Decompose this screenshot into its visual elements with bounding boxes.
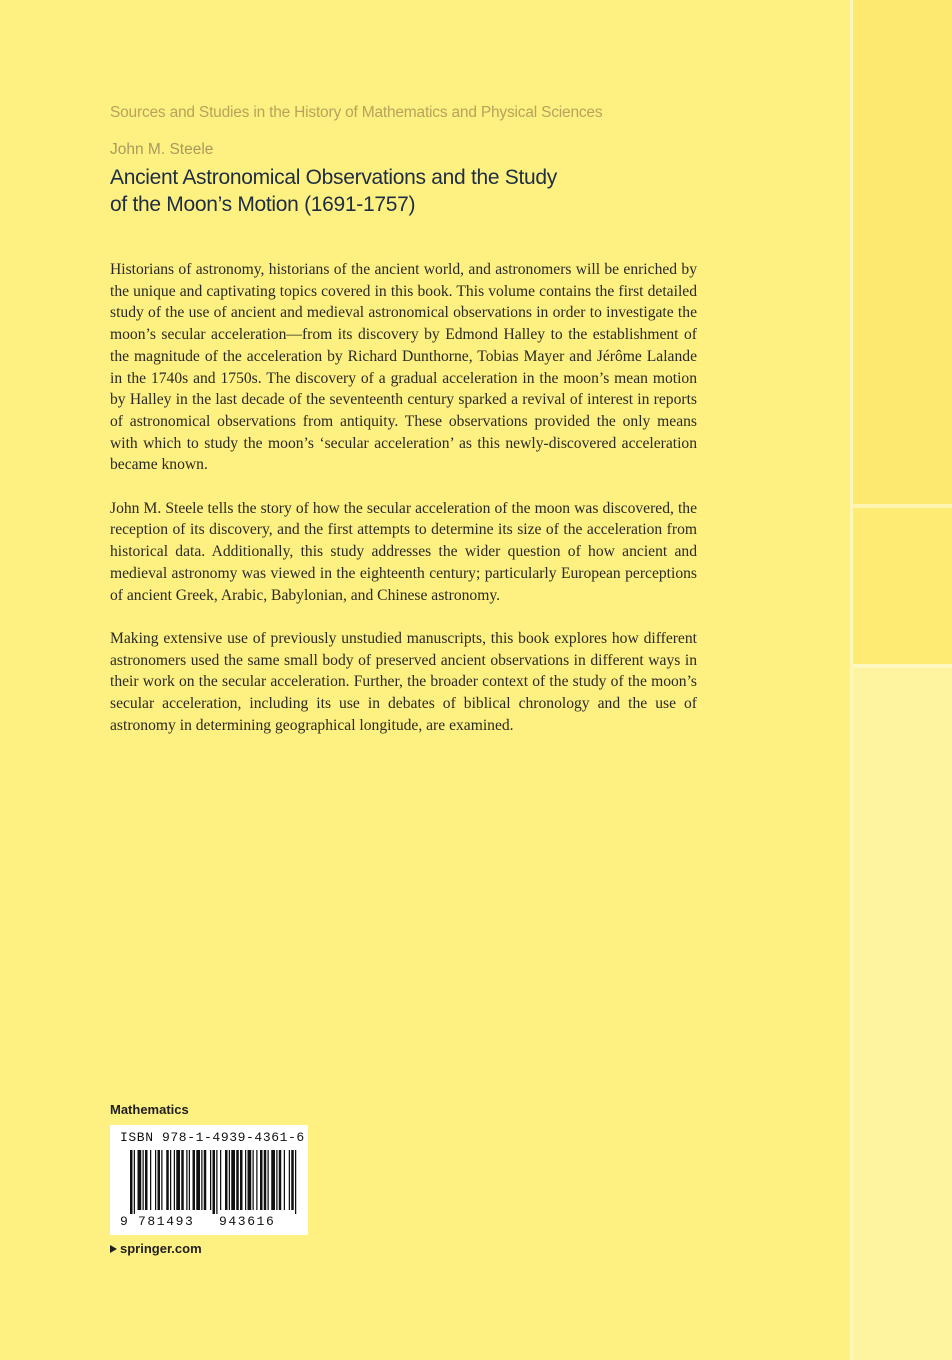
barcode-bar [210,1150,211,1210]
barcode-bar [229,1150,230,1210]
barcode-bar [130,1150,133,1214]
barcode-bar [284,1150,285,1210]
barcode-bar [193,1150,196,1210]
barcode-bar [289,1150,290,1210]
barcode-bar [240,1150,243,1210]
barcode-bar [291,1150,294,1210]
isbn-text: ISBN 978-1-4939-4361-6 [120,1130,305,1145]
barcode-bar [260,1150,263,1210]
barcode-bar [256,1150,257,1210]
barcode-bar [158,1150,161,1210]
barcode-bar [220,1150,221,1210]
barcode-bar [271,1150,275,1210]
barcode-bar [225,1150,228,1210]
barcode-bar [174,1150,175,1210]
barcode-bar [295,1150,296,1214]
spine-panel-middle [853,508,952,664]
barcode-bar [248,1150,252,1210]
author-name: John M. Steele [110,141,214,158]
isbn-barcode [110,1125,308,1235]
barcode-bar [150,1150,151,1210]
subject-label: Mathematics [110,1102,189,1117]
ean-digits-right: 943616 [219,1214,276,1229]
barcode-bar [253,1150,254,1210]
barcode-bar [276,1150,277,1210]
barcode-bar [231,1150,235,1210]
barcode-bar [264,1150,267,1210]
barcode-bar [155,1150,156,1210]
barcode-bar [138,1150,142,1210]
blurb-paragraph: Historians of astronomy, historians of the ancient world, and astronomers will be enriched by the unique and captivating topics covered in this book. This volume contains the first detailed study of the use of ancient and medieval astronomical observations in order to investigate the moon’s secular acceleration—from its discovery by Edmond Halley to the establishment of the magnitude of the acceleration by Richard Dunthorne, Tobias Mayer and Jérôme Lalande in the 1740s and 1750s. The discovery of a gradual acceleration in the moon’s mean motion by Halley in the last decade of the seventeenth century sparked a revival of interest in reports of astronomical observations from antiquity. These observations provided the only means with which to study the moon’s ‘secular acceleration’ as this newly-discovered acceleration became known. [110,261,697,474]
barcode-bar [145,1150,148,1210]
spine-panel-top [853,0,952,504]
book-title-line: Ancient Astronomical Observations and the Study [110,166,557,189]
barcode-bar [181,1150,184,1210]
barcode-bar [189,1150,190,1210]
barcode-bar [161,1150,162,1210]
barcode-bar [201,1150,202,1210]
blurb-paragraph: John M. Steele tells the story of how the secular acceleration of the moon was discovered, the reception of its discovery, and the first attempts to determine its size of the acceleration from historical data. Additionally, this study addresses the wider question of how ancient and medieval astronomy was viewed in the eighteenth century; particularly European perceptions of ancient Greek, Arabic, Babylonian, and Chinese astronomy. [110,499,697,604]
barcode-bar [170,1150,171,1210]
website-label: springer.com [120,1241,202,1256]
book-title-line: of the Moon’s Motion (1691-1757) [110,193,416,216]
barcode-bar [166,1150,169,1210]
barcode-bar [268,1150,269,1210]
barcode-bar [236,1150,239,1210]
triangle-arrow-icon [110,1245,117,1253]
series-title: Sources and Studies in the History of Mathematics and Physical Sciences [110,104,603,121]
ean-digit-first: 9 [120,1214,128,1229]
barcode-bar [213,1150,216,1214]
barcode-bar [134,1150,135,1214]
barcode-bar [196,1150,200,1210]
spine-panel-bottom [853,668,952,1360]
blurb [110,259,697,758]
blurb-paragraph: Making extensive use of previously unstudied manuscripts, this book explores how different astronomers used the same small body of preserved ancient observations in different ways in their work on the secular acceleration. Further, the broader context of the study of the moon’s secular acceleration, including its use in debates of biblical chronology and the use of astronomy in determining geographical longitude, are examined. [110,629,697,734]
barcode-bar [186,1150,187,1210]
ean-digits-left: 781493 [138,1214,195,1229]
barcode-bar [279,1150,282,1210]
book-title [110,164,730,218]
barcode-bar [143,1150,144,1210]
publisher-website[interactable] [110,1241,202,1256]
barcode-bar [216,1150,217,1214]
barcode-bars [130,1150,302,1214]
barcode-bar [245,1150,246,1210]
barcode-bar [176,1150,180,1210]
barcode-bar [204,1150,207,1210]
